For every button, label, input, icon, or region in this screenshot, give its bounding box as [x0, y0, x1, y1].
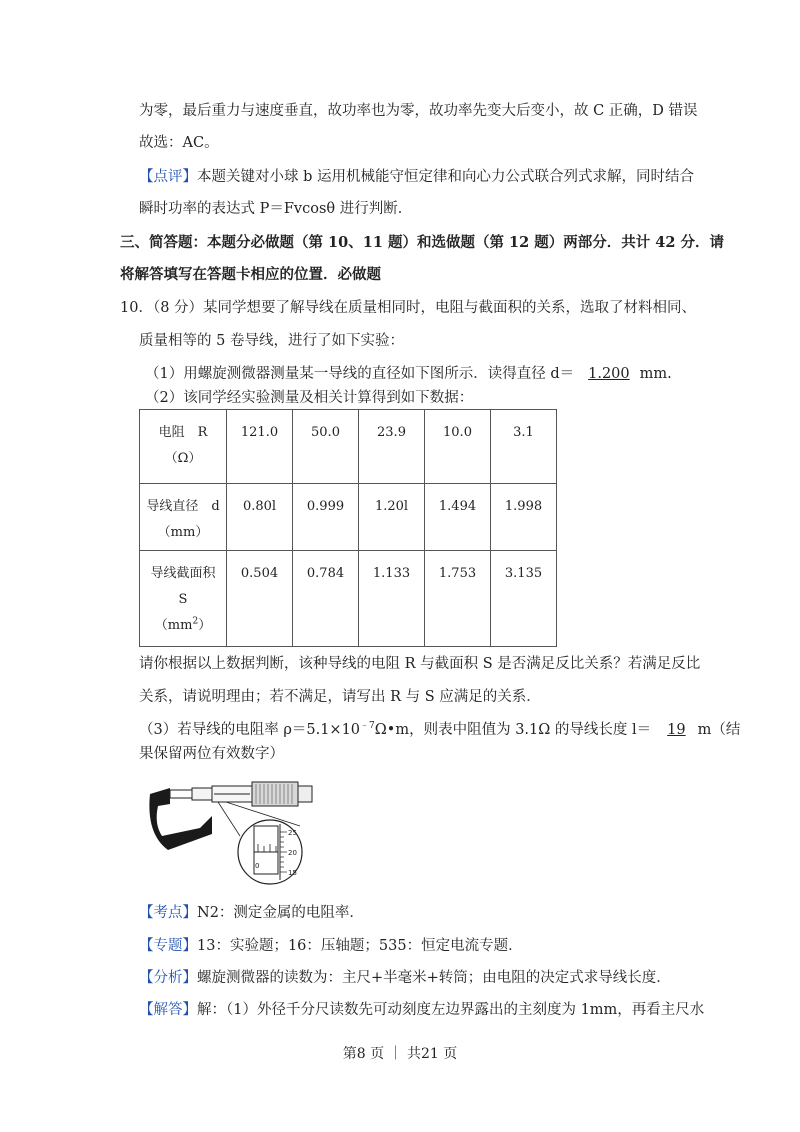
- sub-question-1: [145, 364, 672, 384]
- page-footer: 第8 页 ｜ 共21 页: [342, 1046, 458, 1062]
- zhuanti-tag: 【专题】: [139, 938, 197, 954]
- table-cell: 0.999: [293, 484, 359, 551]
- text-line: 故选：AC。: [139, 135, 219, 151]
- section-heading: 将解答填写在答题卡相应的位置．必做题: [120, 266, 381, 283]
- kaodian-text: N2：测定金属的电阻率．: [197, 905, 364, 921]
- answer-blank: 1.200: [588, 366, 630, 382]
- table-header-cell: 导线截面积 S $(mm^2)$: [140, 551, 227, 647]
- text-line: 瞬时功率的表达式 P＝Fvcosθ 进行判断．: [139, 201, 413, 217]
- question-stem: 10．（8 分）某同学想要了解导线在质量相同时，电阻与截面积的关系，选取了材料相同、: [120, 300, 697, 316]
- ratchet: [298, 786, 312, 802]
- micrometer-figure: [140, 774, 320, 886]
- jieda-line: [139, 1000, 704, 1020]
- tick-label: 15: [288, 869, 297, 877]
- jieda-text: 解：（1）外径千分尺读数先可动刻度左边界露出的主刻度为 1mm，再看主尺水: [197, 1002, 705, 1018]
- table-cell: 10.0: [425, 410, 491, 484]
- zhuanti-line: [139, 936, 523, 956]
- fenxi-text: 螺旋测微器的读数为：主尺+半毫米+转筒；由电阻的决定式求导线长度．: [197, 970, 671, 986]
- exponent: ﹣7: [360, 721, 375, 732]
- table-cell: 1.998: [491, 484, 557, 551]
- table-cell: 1.494: [425, 484, 491, 551]
- data-table: [139, 409, 557, 647]
- fenxi-tag: 【分析】: [139, 970, 197, 986]
- text-line: 关系，请说明理由；若不满足，请写出 R 与 S 应满足的关系．: [139, 689, 541, 705]
- tick-label: 20: [288, 849, 297, 857]
- table-cell: 1.133: [359, 551, 425, 647]
- text-line: 请你根据以上数据判断，该种导线的电阻 R 与截面积 S 是否满足反比关系？若满足反比: [139, 656, 701, 672]
- text: （1）用螺旋测微器测量某一导线的直径如下图所示．读得直径 d＝: [145, 366, 575, 382]
- anvil: [170, 790, 192, 798]
- text: Ω•m，则表中阻值为 3.1Ω 的导线长度 l＝: [374, 722, 652, 738]
- text: m（结: [697, 722, 741, 738]
- table-row: [140, 551, 557, 647]
- table-cell: 3.1: [491, 410, 557, 484]
- comment-text: 本题关键对小球 b 运用机械能守恒定律和向心力公式联合列式求解，同时结合: [197, 169, 694, 185]
- jieda-tag: 【解答】: [139, 1002, 197, 1018]
- table-cell: 23.9: [359, 410, 425, 484]
- zhuanti-text: 13：实验题；16：压轴题；535：恒定电流专题．: [197, 938, 523, 954]
- answer-blank: 19: [667, 722, 686, 738]
- comment-block: [139, 167, 694, 187]
- fenxi-line: [139, 968, 671, 988]
- table-cell: 3.135: [491, 551, 557, 647]
- text: （3）若导线的电阻率 ρ＝5.1×10: [139, 722, 361, 738]
- table-header-cell: 电阻 R （Ω）: [140, 410, 227, 484]
- kaodian-line: [139, 903, 364, 923]
- text-line: 果保留两位有效数字）: [139, 746, 284, 762]
- table-cell: 0.504: [227, 551, 293, 647]
- text-line: 质量相等的 5 卷导线，进行了如下实验：: [139, 333, 404, 349]
- main-scale-zero: 0: [255, 862, 260, 870]
- table-header-cell: 导线直径 d （mm）: [140, 484, 227, 551]
- table-cell: 0.784: [293, 551, 359, 647]
- thimble: [252, 782, 298, 806]
- sub-question-2: （2）该同学经实验测量及相关计算得到如下数据：: [145, 390, 474, 406]
- table-cell: 1.753: [425, 551, 491, 647]
- comment-tag: 【点评】: [139, 169, 197, 185]
- table-cell: 0.80l: [227, 484, 293, 551]
- spindle: [192, 788, 212, 800]
- table-cell: 1.20l: [359, 484, 425, 551]
- table-cell: 50.0: [293, 410, 359, 484]
- table-cell: 121.0: [227, 410, 293, 484]
- section-heading: 三、简答题：本题分必做题（第 10、11 题）和选做题（第 12 题）两部分．共计 42 分．请: [120, 234, 724, 251]
- text: mm.: [639, 366, 672, 382]
- tick-label: 25: [288, 829, 297, 837]
- text-line: 为零，最后重力与速度垂直，故功率也为零，故功率先变大后变小，故 C 正确，D 错误: [139, 103, 698, 119]
- table-row: [140, 410, 557, 484]
- kaodian-tag: 【考点】: [139, 905, 197, 921]
- table-row: [140, 484, 557, 551]
- sub-question-3: [139, 720, 740, 740]
